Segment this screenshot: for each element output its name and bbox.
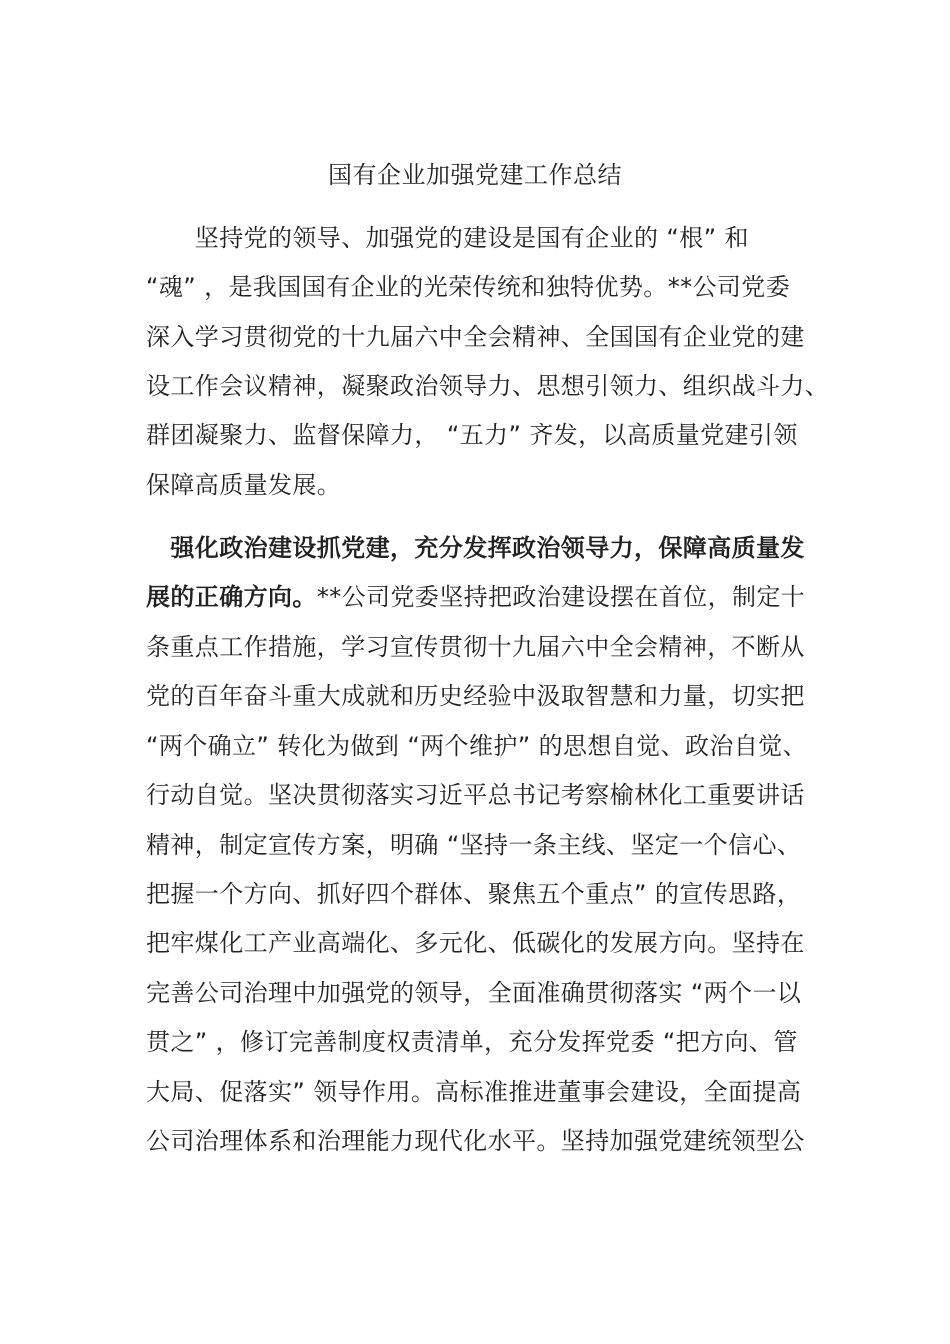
paragraph-1-line-2: “魂” ，是我国国有企业的光荣传统和独特优势。**公司党委 — [146, 273, 791, 301]
document-title: 国有企业加强党建工作总结 — [328, 161, 622, 189]
paragraph-2-line-12: 大局、促落实” 领导作用。高标准推进董事会建设，全面提高 — [146, 1078, 802, 1106]
paragraph-2-line-4: 党的百年奋斗重大成就和历史经验中汲取智慧和力量，切实把 — [146, 682, 805, 710]
paragraph-2-line-11: 贯之” ，修订完善制度权责清单，充分发挥党委 “把方向、管 — [146, 1028, 798, 1056]
paragraph-2-line-3: 条重点工作措施，学习宣传贯彻十九届六中全会精神，不断从 — [146, 633, 805, 661]
paragraph-2-heading-end: 展的正确方向。 — [146, 583, 317, 611]
paragraph-2-line-2-text: **公司党委坚持把政治建设摆在首位，制定十 — [316, 583, 806, 611]
paragraph-2-line-6: 行动自觉。坚决贯彻落实习近平总书记考察榆林化工重要讲话 — [146, 781, 805, 809]
paragraph-2-line-5: “两个确立” 转化为做到 “两个维护” 的思想自觉、政治自觉、 — [146, 732, 808, 760]
paragraph-1-line-4: 设工作会议精神，凝聚政治领导力、思想引领力、组织战斗力、 — [146, 372, 830, 400]
paragraph-2-line-7: 精神，制定宣传方案，明确 “坚持一条主线、坚定一个信心、 — [146, 831, 802, 859]
paragraph-1-line-3: 深入学习贯彻党的十九届六中全会精神、全国国有企业党的建 — [146, 323, 805, 351]
paragraph-2-heading-line-1: 强化政治建设抓党建，充分发挥政治领导力，保障高质量发 — [146, 534, 805, 562]
paragraph-2-line-2 — [146, 580, 805, 614]
paragraph-1-line-6: 保障高质量发展。 — [146, 471, 342, 499]
paragraph-2-line-8: 把握一个方向、抓好四个群体、聚焦五个重点” 的宣传思路， — [146, 880, 802, 908]
paragraph-2-line-9: 把牢煤化工产业高端化、多元化、低碳化的发展方向。坚持在 — [146, 929, 805, 957]
paragraph-2-line-13: 公司治理体系和治理能力现代化水平。坚持加强党建统领型公 — [146, 1127, 805, 1155]
paragraph-1-line-1: 坚持党的领导、加强党的建设是国有企业的 “根” 和 — [146, 224, 749, 252]
paragraph-1-line-5: 群团凝聚力、监督保障力， “五力” 齐发，以高质量党建引领 — [146, 421, 798, 449]
paragraph-2-line-10: 完善公司治理中加强党的领导，全面准确贯彻落实 “两个一以 — [146, 979, 802, 1007]
